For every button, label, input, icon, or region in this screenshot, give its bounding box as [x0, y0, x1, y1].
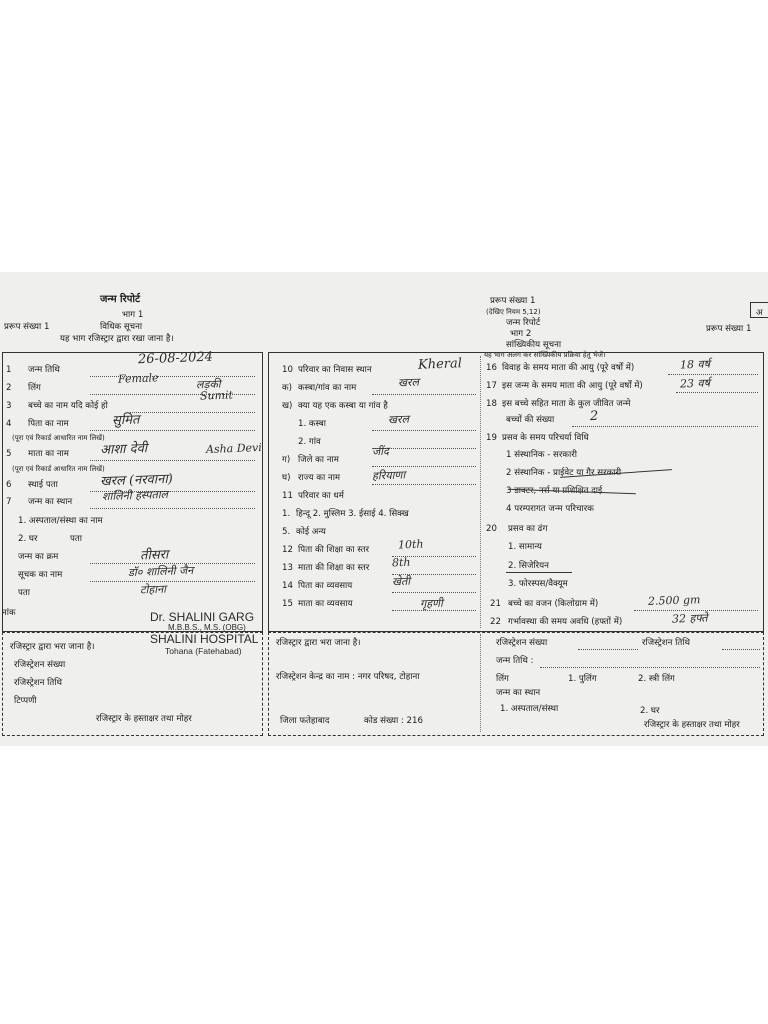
mother-name-value: आशा देवी — [99, 441, 148, 458]
field-number: 6 — [6, 480, 12, 490]
gender-label: लिंग — [496, 674, 509, 684]
birth-place-label: जन्म का स्थान — [496, 688, 541, 698]
doctor-stamp-name: Dr. SHALINI GARG — [150, 610, 255, 624]
birth-order-label: जन्म का क्रम — [18, 552, 59, 562]
mother-occupation-label: माता का व्यवसाय — [298, 599, 353, 609]
town-or-village-question: क्या यह एक कस्बा या गांव है — [298, 401, 388, 411]
field-number: 21 — [490, 599, 501, 609]
father-name-label: पिता का नाम — [28, 419, 69, 429]
birth-weight-label: बच्चे का वजन (किलोग्राम में) — [508, 599, 599, 609]
entry-line — [722, 649, 760, 650]
statistical-info-label: सांख्यिकीय सूचना — [506, 340, 562, 350]
registration-number-label: रजिस्ट्रेशन संख्या — [14, 660, 66, 670]
state-label: राज्य का नाम — [298, 473, 341, 483]
birth-date-label: जन्म तिथि : — [496, 656, 534, 666]
field-number: 22 — [490, 617, 501, 627]
mother-age-birth-label: इस जन्म के समय माता की आयु (पूरे वर्षों में) — [502, 381, 643, 391]
entry-line — [90, 581, 255, 582]
registrar-signature-label: रजिस्ट्रार के हस्ताक्षर तथा मोहर — [644, 720, 740, 730]
field-number: 18 — [486, 399, 497, 409]
field-number: 7 — [6, 497, 12, 507]
attention-option-govt: 1 संस्थानिक - सरकारी — [506, 450, 577, 460]
registrar-fill-note: रजिस्ट्रार द्वारा भरा जाना है। — [276, 638, 361, 648]
entry-line — [372, 484, 476, 485]
residence-label: परिवार का निवास स्थान — [298, 365, 372, 375]
field-number: 20 — [486, 524, 497, 534]
gender-value-hindi: लड़की — [195, 377, 221, 392]
field-number: 17 — [486, 381, 497, 391]
mother-name-value-english: Asha Devi — [205, 441, 263, 456]
attention-option-private: 2 संस्थानिक - प्राईवेट या गैर सरकारी — [506, 468, 622, 478]
field-number: 3 — [6, 401, 12, 411]
field-number: 16 — [486, 363, 497, 373]
entry-line — [372, 394, 476, 395]
town-village-value: खरल — [397, 375, 420, 390]
full-name-hint: (पूरा एवं रिकार्ड आधारित नाम लिखें) — [12, 434, 105, 442]
entry-line — [392, 592, 476, 593]
form-number-right: प्ररूप संख्या 1 — [490, 296, 536, 306]
field-number: ग) — [282, 455, 291, 465]
entry-line — [90, 508, 255, 509]
field-number: 1. — [282, 509, 291, 519]
pregnancy-duration-label: गर्भावस्था की समय अवधि (हफ्तों में) — [508, 617, 623, 627]
pregnancy-duration-value: 32 हफ्ते — [671, 611, 708, 626]
form-number-far-right: प्ररूप संख्या 1 — [706, 324, 752, 334]
birth-report-form — [0, 272, 768, 746]
field-number: 5 — [6, 449, 12, 459]
birth-date-value: 26-08-2024 — [137, 349, 214, 368]
child-name-value: Sumit — [199, 388, 234, 403]
registration-date-label: रजिस्ट्रेशन तिथि — [642, 638, 690, 648]
edge-text: अ — [756, 308, 763, 318]
father-education-value: 10th — [397, 537, 424, 552]
field-number: 19 — [486, 433, 497, 443]
field-number: 12 — [282, 545, 293, 555]
children-count-value: 2 — [589, 408, 599, 425]
field-number: 5. — [282, 527, 291, 537]
children-count-label: बच्चों की संख्या — [506, 415, 555, 425]
religion-other-option: कोई अन्य — [296, 527, 326, 537]
address-label: पता — [70, 534, 83, 544]
field-number: 11 — [282, 491, 293, 501]
town-value: खरल — [387, 412, 410, 427]
town-option: 1. कस्बा — [298, 419, 327, 429]
delivery-method-label: प्रसव का ढंग — [508, 524, 548, 534]
entry-line — [668, 374, 758, 375]
informant-name-label: सूचक का नाम — [18, 570, 63, 580]
attention-option-doctor: 3 डाक्टर, नर्स या प्रशिक्षित दाई — [506, 486, 603, 496]
rule-reference: (देखिए नियम 5,12) — [486, 308, 541, 316]
gender-option-female: 2. स्त्री लिंग — [638, 674, 675, 684]
form-number-left: प्ररूप संख्या 1 — [4, 322, 50, 332]
entry-line — [540, 667, 760, 668]
edge-box — [750, 302, 768, 318]
permanent-address-value: खरल (नरवाना) — [99, 471, 174, 490]
place-option-hospital: 1. अस्पताल/संस्था — [500, 704, 559, 714]
field-number: घ) — [282, 473, 291, 483]
child-name-label: बच्चे का नाम यदि कोई हो — [28, 401, 108, 411]
field-number: क) — [282, 383, 292, 393]
informant-address-label: पता — [18, 588, 31, 598]
father-name-value: सुमित — [111, 412, 140, 429]
registrar-fill-note: रजिस्ट्रार द्वारा भरा जाना है। — [10, 642, 95, 652]
birth-order-value: तीसरा — [139, 547, 169, 564]
mother-education-value: 8th — [391, 555, 411, 570]
legal-info-label: विधिक सूचना — [100, 322, 143, 332]
father-occupation-value: खेती — [391, 574, 411, 589]
full-name-hint: (पूरा एवं रिकार्ड आधारित नाम लिखें) — [12, 465, 105, 473]
living-children-label: इस बच्चे सहित माता के कुल जीवित जन्मे — [502, 399, 631, 409]
informant-address-value: टोहाना — [139, 582, 167, 597]
office-divider — [480, 634, 481, 732]
mother-age-marriage-label: विवाह के समय माता की आयु (पूरे वर्षों में) — [502, 363, 635, 373]
gender-value: Female — [117, 371, 159, 386]
father-education-label: पिता की शिक्षा का स्तर — [298, 545, 370, 555]
mother-age-marriage-value: 18 वर्ष — [679, 357, 711, 372]
office-code-label: कोड संख्या : 216 — [364, 716, 423, 726]
field-number: 10 — [282, 365, 293, 375]
informant-name-value: डॉ० शालिनी जैन — [127, 563, 194, 580]
attention-option-traditional: 4 परम्परागत जन्म परिचारक — [506, 504, 594, 514]
registration-number-label: रजिस्ट्रेशन संख्या — [496, 638, 548, 648]
religion-options: हिन्दू 2. मुस्लिम 3. ईसाई 4. सिक्ख — [296, 509, 409, 519]
mother-name-label: माता का नाम — [28, 449, 69, 459]
form-title-left: जन्म रिपोर्ट — [100, 294, 141, 305]
father-occupation-label: पिता का व्यवसाय — [298, 581, 353, 591]
part-2-label: भाग 2 — [510, 329, 532, 339]
entry-line — [90, 376, 255, 377]
registrar-keep-note: यह भाग रजिस्ट्रार द्वारा रखा जाना है। — [60, 334, 174, 344]
method-option-normal: 1. सामान्य — [508, 542, 542, 552]
entry-line — [572, 426, 758, 427]
hospital-stamp-name: SHALINI HOSPITAL — [150, 632, 259, 646]
office-district-label: जिला फतेहाबाद — [280, 716, 330, 726]
method-option-caesarean: 2. सिजेरियन — [508, 561, 549, 571]
gender-label: लिंग — [28, 383, 41, 393]
field-number: 1 — [6, 365, 12, 375]
entry-line — [372, 466, 476, 467]
birth-weight-value: 2.500 gm — [647, 593, 701, 608]
town-village-label: कस्बा/गांव का नाम — [298, 383, 357, 393]
entry-line — [372, 430, 476, 431]
birth-place-label: जन्म का स्थान — [28, 497, 73, 507]
method-option-forceps: 3. फोरस्पस/वैक्यूम — [508, 579, 568, 589]
field-number: 4 — [6, 419, 12, 429]
registration-centre-label: रजिस्ट्रेशन केन्द्र का नाम : नगर परिषद, टोहाना — [276, 672, 420, 682]
mother-occupation-value: गृहणी — [419, 596, 444, 611]
gender-option-male: 1. पुलिंग — [568, 674, 597, 684]
registrar-signature-label: रजिस्ट्रार के हस्ताक्षर तथा मोहर — [96, 714, 192, 724]
district-value: जींद — [371, 444, 390, 459]
birth-date-label: जन्म तिथि — [28, 365, 60, 375]
entry-line — [578, 649, 638, 650]
birth-place-value: शालिनी हस्पताल — [101, 487, 169, 504]
residence-value: Kheral — [417, 356, 463, 373]
field-number: 2 — [6, 383, 12, 393]
selection-underline — [506, 572, 572, 573]
place-option-home: 2. घर — [640, 706, 660, 716]
hospital-stamp-place: Tohana (Fatehabad) — [165, 646, 242, 656]
entry-line — [90, 460, 255, 461]
field-number: 14 — [282, 581, 293, 591]
religion-label: परिवार का धर्म — [298, 491, 344, 501]
entry-line — [676, 392, 758, 393]
signature-edge-label: नांक — [2, 608, 16, 618]
mother-education-label: माता की शिक्षा का स्तर — [298, 563, 370, 573]
delivery-attention-label: प्रसव के समय परिचर्या विधि — [502, 433, 589, 443]
entry-line — [90, 430, 255, 431]
hospital-option: 1. अस्पताल/संस्था का नाम — [18, 516, 103, 526]
field-number: ख) — [282, 401, 293, 411]
form-title-right: जन्म रिपोर्ट — [506, 318, 541, 328]
part-1-label: भाग 1 — [122, 310, 144, 320]
permanent-address-label: स्थाई पता — [28, 480, 58, 490]
state-value: हरियाणा — [371, 468, 406, 483]
doctor-stamp-degree: M.B.B.S., M.S. (OBG) — [168, 623, 246, 632]
remarks-label: टिप्पणी — [14, 696, 37, 706]
registration-date-label: रजिस्ट्रेशन तिथि — [14, 678, 62, 688]
mother-age-birth-value: 23 वर्ष — [679, 376, 711, 391]
field-number: 15 — [282, 599, 293, 609]
field-number: 13 — [282, 563, 293, 573]
district-label: जिले का नाम — [298, 455, 339, 465]
statistical-note: यह भाग अलग कर सांख्यिकीय प्रक्रिया हेतु भेजें। — [484, 351, 606, 359]
home-option: 2. घर — [18, 534, 38, 544]
column-divider — [480, 356, 481, 628]
village-option: 2. गांव — [298, 437, 321, 447]
entry-line — [130, 412, 255, 413]
